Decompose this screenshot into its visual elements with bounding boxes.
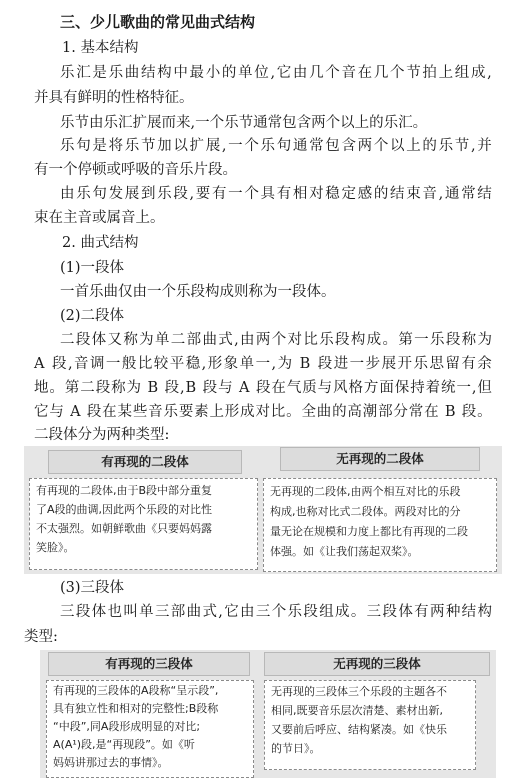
paragraph-line: 它 与 A 段 在 某 些 音 乐 要 素 上 形 成 对 比 。 全 曲 的 高 潮 部 分 常 在 B 段 。 <box>34 404 492 420</box>
callout-text-line: 又要前后呼应、结构紧凑。如《快乐 <box>271 723 447 736</box>
callout-text-line: A(A¹)段,是“再现段”。如《听 <box>53 738 195 751</box>
callout-text-line: “中段”,同A段形成明显的对比; <box>53 720 201 733</box>
paragraph-line: 地 。 第 二 段 称 为 B 段 , B 段 与 A 段 在 气 质 与 风 格 方 面 保 持 着 统 一 , 但 <box>34 380 492 396</box>
paragraph-line: 类型: <box>24 629 58 645</box>
paragraph-line: A 段 , 音 调 一 般 比 较 平 稳 , 形 象 单 一 , 为 B 段 进 一 步 展 开 乐 思 留 有 余 <box>34 356 492 372</box>
callout-text-line: 体强。如《让我们荡起双桨》。 <box>270 545 419 558</box>
paragraph-line: 乐 句 是 将 乐 节 加 以 扩 展 , 一 个 乐 句 通 常 包 含 两 个 以 上 的 乐 节 , 并 <box>60 138 492 154</box>
paragraph-line: 并具有鲜明的性格特征。 <box>34 90 194 106</box>
paragraph-line: 束在主音或属音上。 <box>34 210 165 226</box>
callout-text-line: 了A段的曲调,因此两个乐段的对比性 <box>36 503 213 516</box>
callout-text-line: 具有独立性和相对的完整性;B段称 <box>53 702 219 715</box>
subsection-title-binary-form: (2)二段体 <box>60 308 125 324</box>
subsection-title-one-part-form: (1)一段体 <box>60 260 125 276</box>
subsection-title-basic-structure: 1. 基本结构 <box>62 40 139 56</box>
paragraph-line: 二段体分为两种类型: <box>34 427 170 443</box>
paragraph-line: 由 乐 句 发 展 到 乐 段 , 要 有 一 个 具 有 相 对 稳 定 感 的 结 束 音 , 通 常 结 <box>60 186 492 202</box>
callout-text-line: 有再现的二段体,由于B段中部分重复 <box>36 484 213 497</box>
callout-title-binary-no-reprise: 无再现的二段体 <box>280 447 480 471</box>
callout-text-line: 笑脸》。 <box>36 541 75 554</box>
callout-title-ternary-no-reprise: 无再现的三段体 <box>264 652 490 676</box>
paragraph-line: 一首乐曲仅由一个乐段构成则称为一段体。 <box>60 284 336 300</box>
subsection-title-form-structure: 2. 曲式结构 <box>62 235 139 251</box>
callout-box-ternary-reprise <box>46 680 254 778</box>
paragraph-line: 二 段 体 又 称 为 单 二 部 曲 式 , 由 两 个 对 比 乐 段 构 成 。 第 一 乐 段 称 为 <box>60 332 492 348</box>
callout-text-line: 的节日》。 <box>271 742 321 755</box>
subsection-title-ternary-form: (3)三段体 <box>60 580 125 596</box>
callout-box-binary-reprise <box>29 478 258 570</box>
callout-text-line: 有再现的三段体的A段称“呈示段”, <box>53 684 219 697</box>
callout-title-ternary-reprise: 有再现的三段体 <box>48 652 250 676</box>
paragraph-line: 三 段 体 也 叫 单 三 部 曲 式 , 它 由 三 个 乐 段 组 成 。 三 段 体 有 两 种 结 构 <box>60 604 492 620</box>
paragraph-line: 乐 汇 是 乐 曲 结 构 中 最 小 的 单 位 , 它 由 几 个 音 在 几 个 节 拍 上 组 成 , <box>60 65 492 81</box>
callout-text-line: 量无论在规模和力度上都比有再现的二段 <box>270 525 468 538</box>
section-heading: 三、少儿歌曲的常见曲式结构 <box>60 13 256 31</box>
paragraph-line: 乐节由乐汇扩展而来,一个乐节通常包含两个以上的乐汇。 <box>60 115 428 131</box>
callout-text-line: 无再现的二段体,由两个相互对比的乐段 <box>270 485 461 498</box>
callout-box-binary-no-reprise <box>263 478 497 572</box>
callout-text-line: 构成,也称对比式二段体。两段对比的分 <box>270 505 461 518</box>
callout-text-line: 相同,既要音乐层次清楚、素材出新, <box>271 704 443 717</box>
callout-text-line: 妈妈讲那过去的事情》。 <box>53 756 169 769</box>
paragraph-line: 有一个停顿或呼吸的音乐片段。 <box>34 162 237 178</box>
callout-title-binary-reprise: 有再现的二段体 <box>48 450 242 474</box>
callout-box-ternary-no-reprise <box>264 680 476 770</box>
callout-text-line: 不太强烈。如朝鲜歌曲《只要妈妈露 <box>36 522 212 535</box>
callout-text-line: 无再现的三段体三个乐段的主题各不 <box>271 685 447 698</box>
